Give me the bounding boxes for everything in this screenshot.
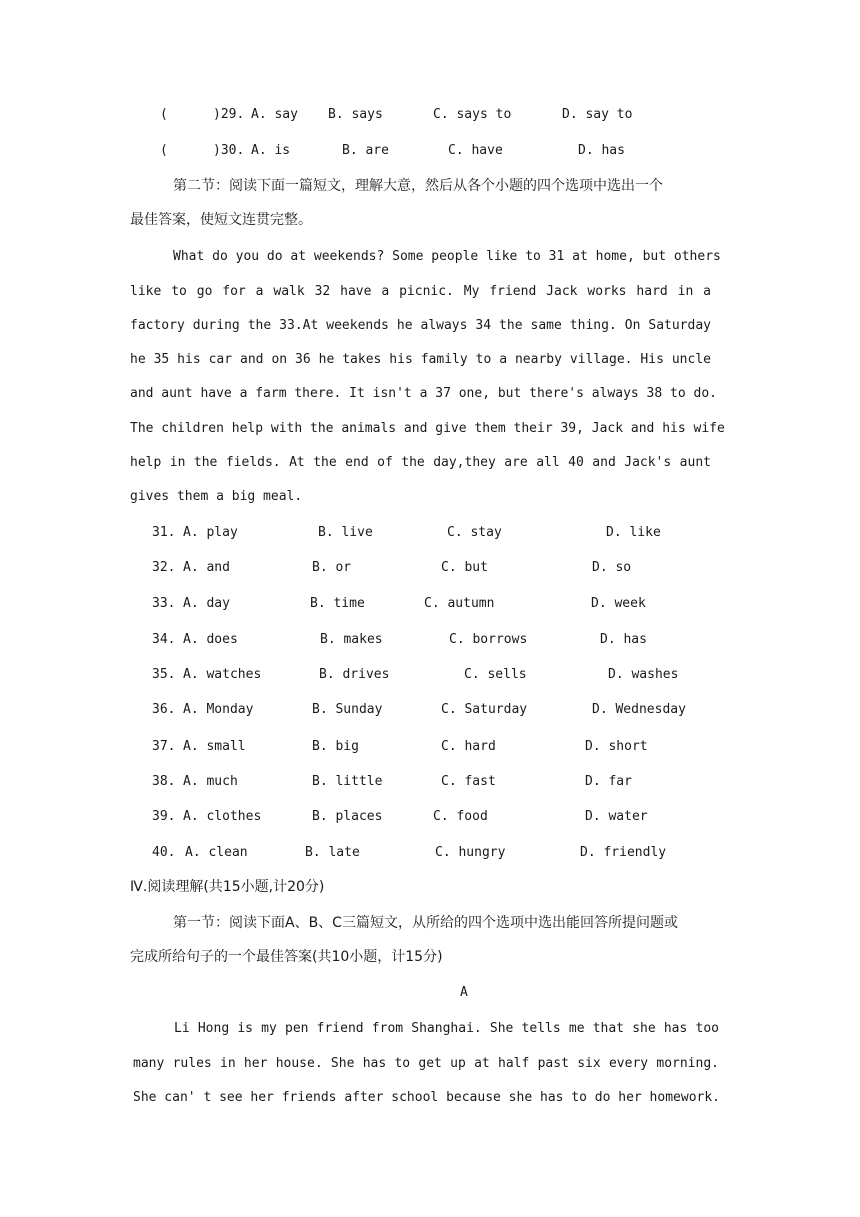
option-a: A. much	[183, 774, 238, 789]
option-a: A. Monday	[183, 702, 254, 717]
option-a: A. small	[183, 739, 246, 754]
option-b: B. time	[310, 596, 365, 611]
option-a: A. play	[183, 525, 238, 540]
question-number: )29.	[213, 107, 245, 122]
answer-paren-open: (	[160, 107, 168, 122]
passage-line: What do you do at weekends? Some people like to 31 at home, but others	[173, 249, 721, 264]
option-c: C. Saturday	[441, 702, 528, 717]
option-a: A. day	[183, 596, 230, 611]
option-a: A. clean	[185, 845, 248, 860]
passage-line: help in the fields. At the end of the day,they are all 40 and Jack's aunt	[130, 455, 711, 470]
option-b: B. big	[312, 739, 359, 754]
option-a: A. is	[251, 143, 291, 158]
option-c: C. hungry	[435, 845, 506, 860]
option-b: B. late	[305, 845, 360, 860]
option-c: C. says to	[433, 107, 512, 122]
question-number: 39.	[152, 809, 176, 824]
section2-instruction-cont: 最佳答案，使短文连贯完整。	[130, 212, 312, 228]
option-d: D. has	[578, 143, 625, 158]
option-b: B. places	[312, 809, 383, 824]
option-b: B. Sunday	[312, 702, 383, 717]
option-c: C. sells	[464, 667, 527, 682]
question-number: )30.	[213, 143, 245, 158]
option-d: D. water	[585, 809, 648, 824]
passage-line: The children help with the animals and give them their 39, Jack and his wife	[130, 421, 725, 436]
passage-line: factory during the 33.At weekends he always 34 the same thing. On Saturday	[130, 318, 711, 333]
option-b: B. drives	[319, 667, 390, 682]
passage-line: and aunt have a farm there. It isn't a 37 one, but there's always 38 to do.	[130, 386, 717, 401]
option-b: B. are	[342, 143, 389, 158]
option-c: C. food	[433, 809, 488, 824]
section2-instruction: 第二节：阅读下面一篇短文，理解大意，然后从各个小题的四个选项中选出一个	[173, 178, 663, 194]
question-number: 33.	[152, 596, 176, 611]
question-number: 31.	[152, 525, 176, 540]
option-d: D. far	[585, 774, 632, 789]
option-c: C. hard	[441, 739, 496, 754]
option-d: D. week	[591, 596, 646, 611]
question-number: 40.	[152, 845, 176, 860]
option-a: A. clothes	[183, 809, 262, 824]
option-d: D. washes	[608, 667, 679, 682]
option-d: D. like	[606, 525, 661, 540]
option-a: A. say	[251, 107, 298, 122]
passage-line: he 35 his car and on 36 he takes his family to a nearby village. His uncle	[130, 352, 711, 367]
question-number: 34.	[152, 632, 176, 647]
option-c: C. have	[448, 143, 503, 158]
option-d: D. so	[592, 560, 632, 575]
option-c: C. but	[441, 560, 488, 575]
question-number: 37.	[152, 739, 176, 754]
question-number: 38.	[152, 774, 176, 789]
option-d: D. has	[600, 632, 647, 647]
option-d: D. friendly	[580, 845, 667, 860]
option-d: D. short	[585, 739, 648, 754]
option-d: D. Wednesday	[592, 702, 686, 717]
option-b: B. live	[318, 525, 373, 540]
passage-line: many rules in her house. She has to get up at half past six every morning.	[133, 1056, 719, 1071]
section4-instruction-cont: 完成所给句子的一个最佳答案(共10小题，计15分)	[130, 949, 443, 965]
question-number: 35.	[152, 667, 176, 682]
section4-heading: Ⅳ.阅读理解(共15小题,计20分)	[130, 879, 325, 895]
option-b: B. says	[328, 107, 383, 122]
passage-line: Li Hong is my pen friend from Shanghai. She tells me that she has too	[174, 1021, 719, 1036]
option-b: B. little	[312, 774, 383, 789]
option-c: C. autumn	[424, 596, 495, 611]
option-c: C. borrows	[449, 632, 528, 647]
passage-line: She can' t see her friends after school because she has to do her homework.	[133, 1090, 720, 1105]
option-d: D. say to	[562, 107, 633, 122]
question-number: 32.	[152, 560, 176, 575]
option-b: B. makes	[320, 632, 383, 647]
passage-line: like to go for a walk 32 have a picnic. My friend Jack works hard in a	[130, 284, 711, 299]
answer-paren-open: (	[160, 143, 168, 158]
option-a: A. does	[183, 632, 238, 647]
option-c: C. fast	[441, 774, 496, 789]
option-a: A. and	[183, 560, 230, 575]
passage-label: A	[460, 985, 468, 1000]
section4-instruction: 第一节：阅读下面A、B、C三篇短文，从所给的四个选项中选出能回答所提问题或	[173, 915, 678, 931]
option-a: A. watches	[183, 667, 262, 682]
option-c: C. stay	[447, 525, 502, 540]
option-b: B. or	[312, 560, 352, 575]
question-number: 36.	[152, 702, 176, 717]
passage-line: gives them a big meal.	[130, 489, 303, 504]
